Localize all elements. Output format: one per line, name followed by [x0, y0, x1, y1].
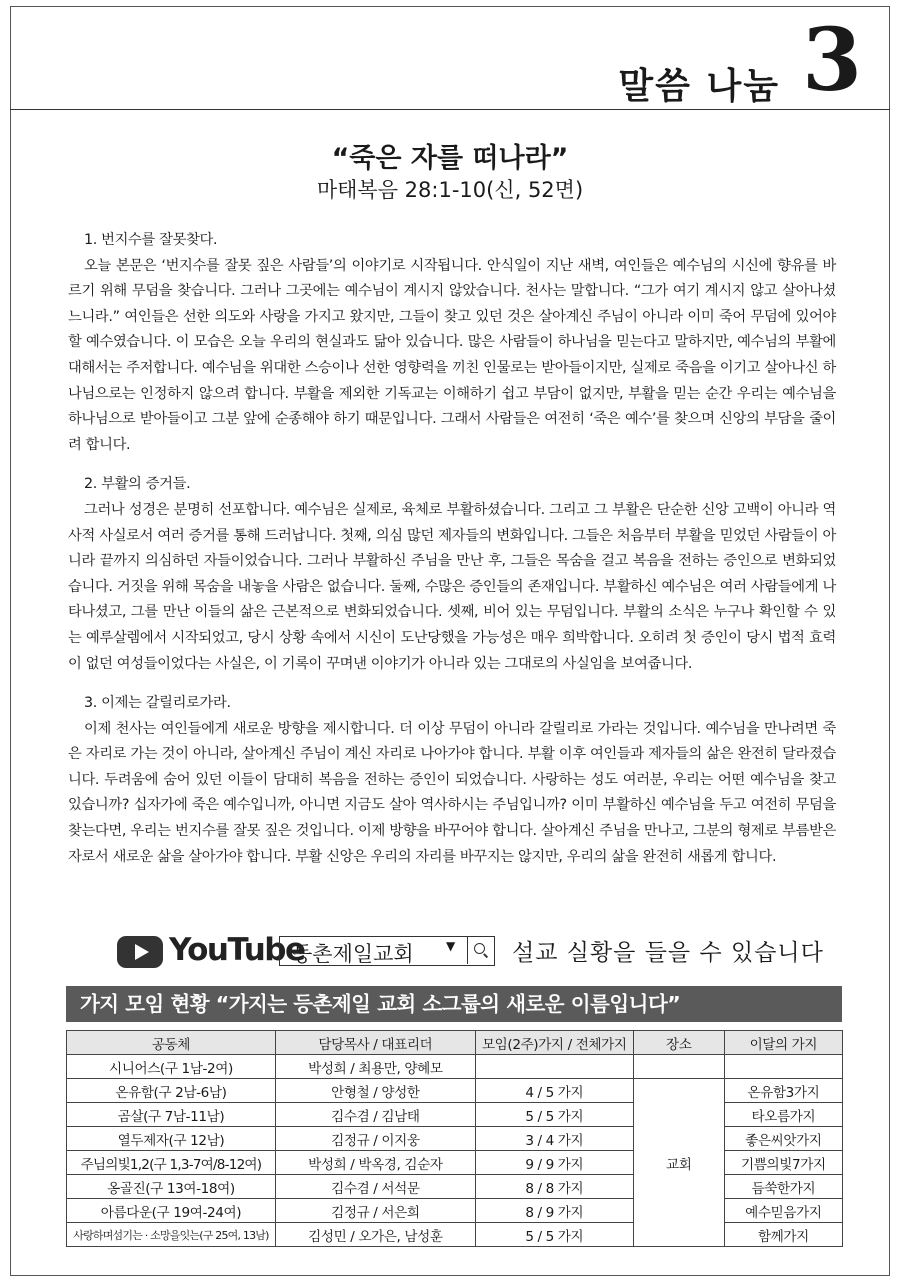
table-row	[67, 1223, 843, 1247]
section-heading: 1. 번지수를 잘못찾다.	[84, 232, 218, 248]
community-cell: 사랑하며섬기는 · 소망을잇는(구 25여, 13남)	[67, 1223, 276, 1247]
section-paragraph: 그러나 성경은 분명히 선포합니다. 예수님은 실제로, 육체로 부활하셨습니다. 그리고 그 부활은 단순한 신앙 고백이 아니라 역사적 사실로서 여러 증거를 통해 드러납니다. 첫째, 의심 많던 제자들의 변화입니다. 그들은 처음부터 부활을 믿었던 사람들이 아니라 끝까지 의심하던 자들이었습니다. 그러나 부활하신 주님을 만난 후, 그들은 목숨을 걸고 복음을 전하는 증인으로 변화되었습니다. 거짓을 위해 목숨을 내놓을 사람은 없습니다. 둘째, 수많은 증인들의 존재입니다. 부활하신 예수님은 여러 사람들에게 나타나셨고, 그를 만난 이들의 삶은 근본적으로 변화되었습니다. 셋째, 비어 있는 무덤입니다. 부활의 소식은 누구나 확인할 수 있는 예루살렘에서 시작되었고, 당시 상황 속에서 시신이 도난당했을 가능성은 매우 희박합니다. 오히려 첫 증인이 당시 법적 효력이 없던 여성들이었다는 사실은, 이 기록이 꾸며낸 이야기가 아니라 있는 그대로의 사실임을 보여줍니다.	[68, 501, 836, 672]
branch-cell: 듬쑥한가지	[724, 1175, 842, 1199]
table-row	[67, 1175, 843, 1199]
section-number: 3	[802, 10, 862, 111]
meetings-cell: 5 / 5 가지	[475, 1223, 633, 1247]
youtube-search-box[interactable]	[279, 936, 495, 966]
sermon-body	[68, 228, 836, 884]
leaders-cell: 김성민 / 오가은, 남성훈	[275, 1223, 475, 1247]
scripture-reference: 마태복음 28:1-10(신, 52면)	[316, 178, 584, 202]
branch-cell: 기쁨의빛7가지	[724, 1151, 842, 1175]
table-row	[67, 1055, 843, 1079]
youtube-logo-text: YouTube	[169, 932, 305, 968]
table-header-row	[67, 1031, 843, 1055]
community-cell: 주님의빛1,2(구 1,3-7여/8-12여)	[67, 1151, 276, 1175]
branch-cell: 좋은씨앗가지	[724, 1127, 842, 1151]
column-header: 담당목사 / 대표리더	[275, 1031, 475, 1055]
section-paragraph: 이제 천사는 여인들에게 새로운 방향을 제시합니다. 더 이상 무덤이 아니라 갈릴리로 가라는 것입니다. 예수님을 만나려면 죽은 자리로 가는 것이 아니라, 살아계신 주님이 계신 자리로 나아가야 합니다. 부활 이후 여인들과 제자들의 삶은 완전히 달라졌습니다. 두려움에 숨어 있던 이들이 담대히 복음을 전하는 증인이 되었습니다. 사랑하는 성도 여러분, 우리는 어떤 예수님을 찾고 있습니까? 십자가에 죽은 예수입니까, 아니면 지금도 살아 역사하시는 주님입니까? 이미 부활하신 예수님을 두고 여전히 무덤을 찾는다면, 우리는 번지수를 잘못 짚은 것입니다. 이제 방향을 바꾸어야 합니다. 살아계신 주님을 만나고, 그분의 형제로 부름받은 자로서 새로운 삶을 살아가야 합니다. 부활 신앙은 우리의 자리를 바꾸지는 않지만, 우리의 삶을 완전히 새롭게 합니다.	[68, 720, 836, 865]
leaders-cell: 박성희 / 박옥경, 김순자	[275, 1151, 475, 1175]
leaders-cell: 안형철 / 양성한	[275, 1079, 475, 1103]
meetings-cell: 8 / 9 가지	[475, 1199, 633, 1223]
community-cell: 시니어스(구 1남-2여)	[67, 1055, 276, 1079]
youtube-play-icon	[117, 936, 163, 968]
column-header: 모임(2주)가지 / 전체가지	[475, 1031, 633, 1055]
table-row	[67, 1199, 843, 1223]
meetings-cell: 8 / 8 가지	[475, 1175, 633, 1199]
section-heading: 3. 이제는 갈릴리로가라.	[84, 695, 231, 712]
location-cell: 교회	[633, 1079, 724, 1247]
youtube-search-value: 등촌제일교회	[292, 942, 414, 966]
meetings-cell: 4 / 5 가지	[475, 1079, 633, 1103]
table-row	[67, 1103, 843, 1127]
search-icon[interactable]	[467, 937, 494, 964]
meetings-cell	[475, 1055, 633, 1079]
branch-cell: 타오름가지	[724, 1103, 842, 1127]
community-cell: 열두제자(구 12남)	[67, 1127, 276, 1151]
section-heading: 2. 부활의 증거들.	[84, 476, 191, 493]
table-row	[67, 1127, 843, 1151]
leaders-cell: 김정규 / 이지웅	[275, 1127, 475, 1151]
groups-banner: 가지 모임 현황 “가지는 등촌제일 교회 소그룹의 새로운 이름입니다”	[66, 986, 842, 1022]
leaders-cell: 김수겸 / 서석문	[275, 1175, 475, 1199]
column-header: 공동체	[67, 1031, 276, 1055]
column-header: 이달의 가지	[724, 1031, 842, 1055]
branch-cell: 온유함3가지	[724, 1079, 842, 1103]
table-row	[67, 1079, 843, 1103]
section-label: 말씀 나눔	[618, 66, 780, 107]
branch-cell: 예수믿음가지	[724, 1199, 842, 1223]
community-cell: 곰살(구 7남-11남)	[67, 1103, 276, 1127]
community-cell: 옹골진(구 13여-18여)	[67, 1175, 276, 1199]
youtube-banner	[117, 932, 837, 970]
groups-table	[66, 1030, 843, 1247]
leaders-cell: 박성희 / 최용만, 양혜모	[275, 1055, 475, 1079]
leaders-cell: 김정규 / 서은희	[275, 1199, 475, 1223]
meetings-cell: 3 / 4 가지	[475, 1127, 633, 1151]
location-cell	[633, 1055, 724, 1079]
branch-cell	[724, 1055, 842, 1079]
column-header: 장소	[633, 1031, 724, 1055]
section-paragraph: 오늘 본문은 ‘번지수를 잘못 짚은 사람들’의 이야기로 시작됩니다. 안식일이 지난 새벽, 여인들은 예수님의 시신에 향유를 바르기 위해 무덤을 찾습니다. 그러나 그곳에는 예수님이 계시지 않았습니다. 천사는 말합니다. “그가 여기 계시지 않고 살아나셨느니라.” 여인들은 선한 의도와 사랑을 가지고 왔지만, 그들이 찾고 있던 것은 살아계신 주님이 아니라 이미 죽어 무덤에 있어야 할 예수였습니다. 이 모습은 오늘 우리의 현실과도 닮아 있습니다. 많은 사람들이 하나님을 믿는다고 말하지만, 예수님의 부활에 대해서는 주저합니다. 예수님을 위대한 스승이나 선한 영향력을 끼친 인물로는 받아들이지만, 실제로 죽음을 이기고 살아나신 하나님으로는 인정하지 않으려 합니다. 부활을 제외한 기독교는 이해하기 쉽고 부담이 없지만, 부활을 믿는 순간 우리는 예수님을 하나님으로 받아들이고 그분 앞에 순종해야 하기 때문입니다. 그래서 사람들은 여전히 ‘죽은 예수’를 찾으며 신앙의 부담을 줄이려 합니다.	[68, 257, 836, 453]
branch-cell: 함께가지	[724, 1223, 842, 1247]
table-row	[67, 1151, 843, 1175]
dropdown-arrow-icon[interactable]: ▼	[446, 939, 456, 953]
youtube-caption: 설교 실황을 들을 수 있습니다	[512, 940, 824, 966]
page-header	[10, 6, 890, 110]
community-cell: 아름다운(구 19여-24여)	[67, 1199, 276, 1223]
meetings-cell: 9 / 9 가지	[475, 1151, 633, 1175]
leaders-cell: 김수겸 / 김남태	[275, 1103, 475, 1127]
sermon-title: “죽은 자를 떠나라”	[331, 143, 569, 174]
meetings-cell: 5 / 5 가지	[475, 1103, 633, 1127]
community-cell: 온유함(구 2남-6남)	[67, 1079, 276, 1103]
